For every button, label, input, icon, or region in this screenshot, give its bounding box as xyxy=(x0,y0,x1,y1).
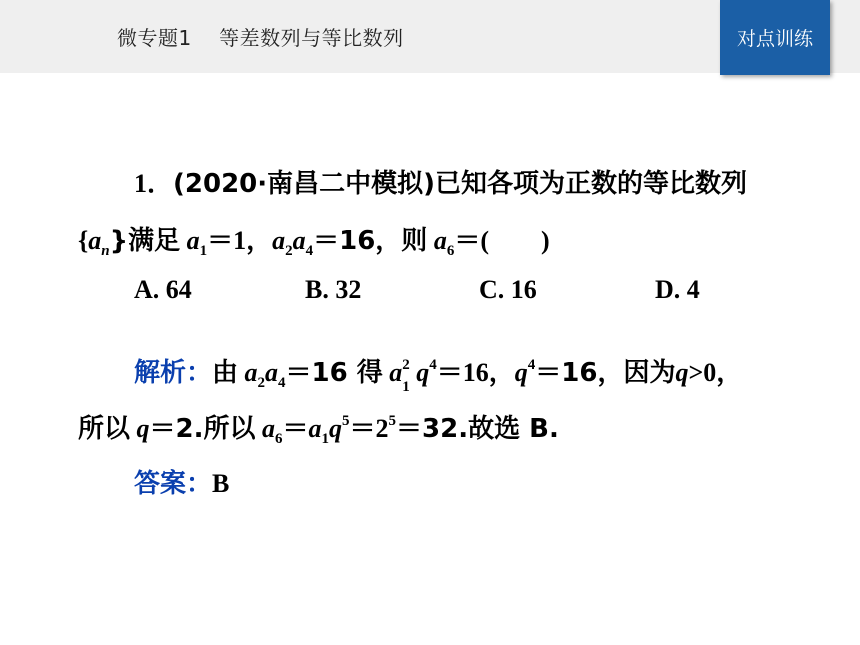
solution-line-2: 所以 q＝2.所以 $a_6=a_1q^5=2^5=32$.故选 B. xyxy=(78,413,559,447)
stem-2: }满足 xyxy=(109,226,181,256)
sol-p1: 由 xyxy=(212,358,239,388)
question-source: (2020·南昌二中模拟) xyxy=(173,169,436,199)
sol-p4: ＝16，因为 xyxy=(535,358,676,388)
sol-p3: ＝16， xyxy=(436,358,515,387)
brace-open: { xyxy=(78,226,89,255)
option-b[interactable]: B. 32 xyxy=(305,275,362,304)
answer-value: B xyxy=(212,469,230,498)
a6: a xyxy=(433,226,447,255)
answer-line xyxy=(134,463,229,500)
solution-line-1: 解析：由 $a_2a_4=16$ 得 a 2 1 $q^4=16$，$q^4=16$，因为q>0， xyxy=(134,357,743,395)
question-number: 1． xyxy=(134,169,174,198)
option-c[interactable]: C. 16 xyxy=(479,275,537,304)
cond-1: ＝1， xyxy=(207,226,273,255)
solution-label: 解析： xyxy=(134,358,213,388)
seq-a: $a_n$ xyxy=(88,226,110,259)
question-line-1 xyxy=(134,163,747,200)
question-stem-1: 已知各项为正数的等比数列 xyxy=(435,169,748,199)
sol-p7: ＝2.所以 xyxy=(149,414,256,444)
topic-title: 微专题1 等差数列与等比数列 xyxy=(117,26,404,50)
sol-p8: ＝ xyxy=(282,414,309,443)
option-d[interactable]: D. 4 xyxy=(655,275,700,304)
cond-2: ＝16，则 xyxy=(313,226,428,256)
question-line-2: $\{a_n\}$满足 $a_1=1$，$a_2a_4=16$，则 $a_6=$( ) xyxy=(78,226,550,259)
sol-p5: >0， xyxy=(688,358,743,387)
sol-p6: 所以 xyxy=(78,414,131,444)
ask: ＝( ) xyxy=(454,226,550,255)
a1: a xyxy=(186,226,200,255)
a2a4: a xyxy=(272,226,286,255)
sol-p2: ＝16 得 xyxy=(285,358,383,388)
answer-label: 答案： xyxy=(134,469,213,499)
practice-tag-button[interactable]: 对点训练 xyxy=(720,0,830,75)
option-a[interactable]: A. 64 xyxy=(134,275,192,304)
sol-p9: ＝2 xyxy=(349,414,389,443)
sol-p10: ＝32.故选 B. xyxy=(396,414,559,444)
